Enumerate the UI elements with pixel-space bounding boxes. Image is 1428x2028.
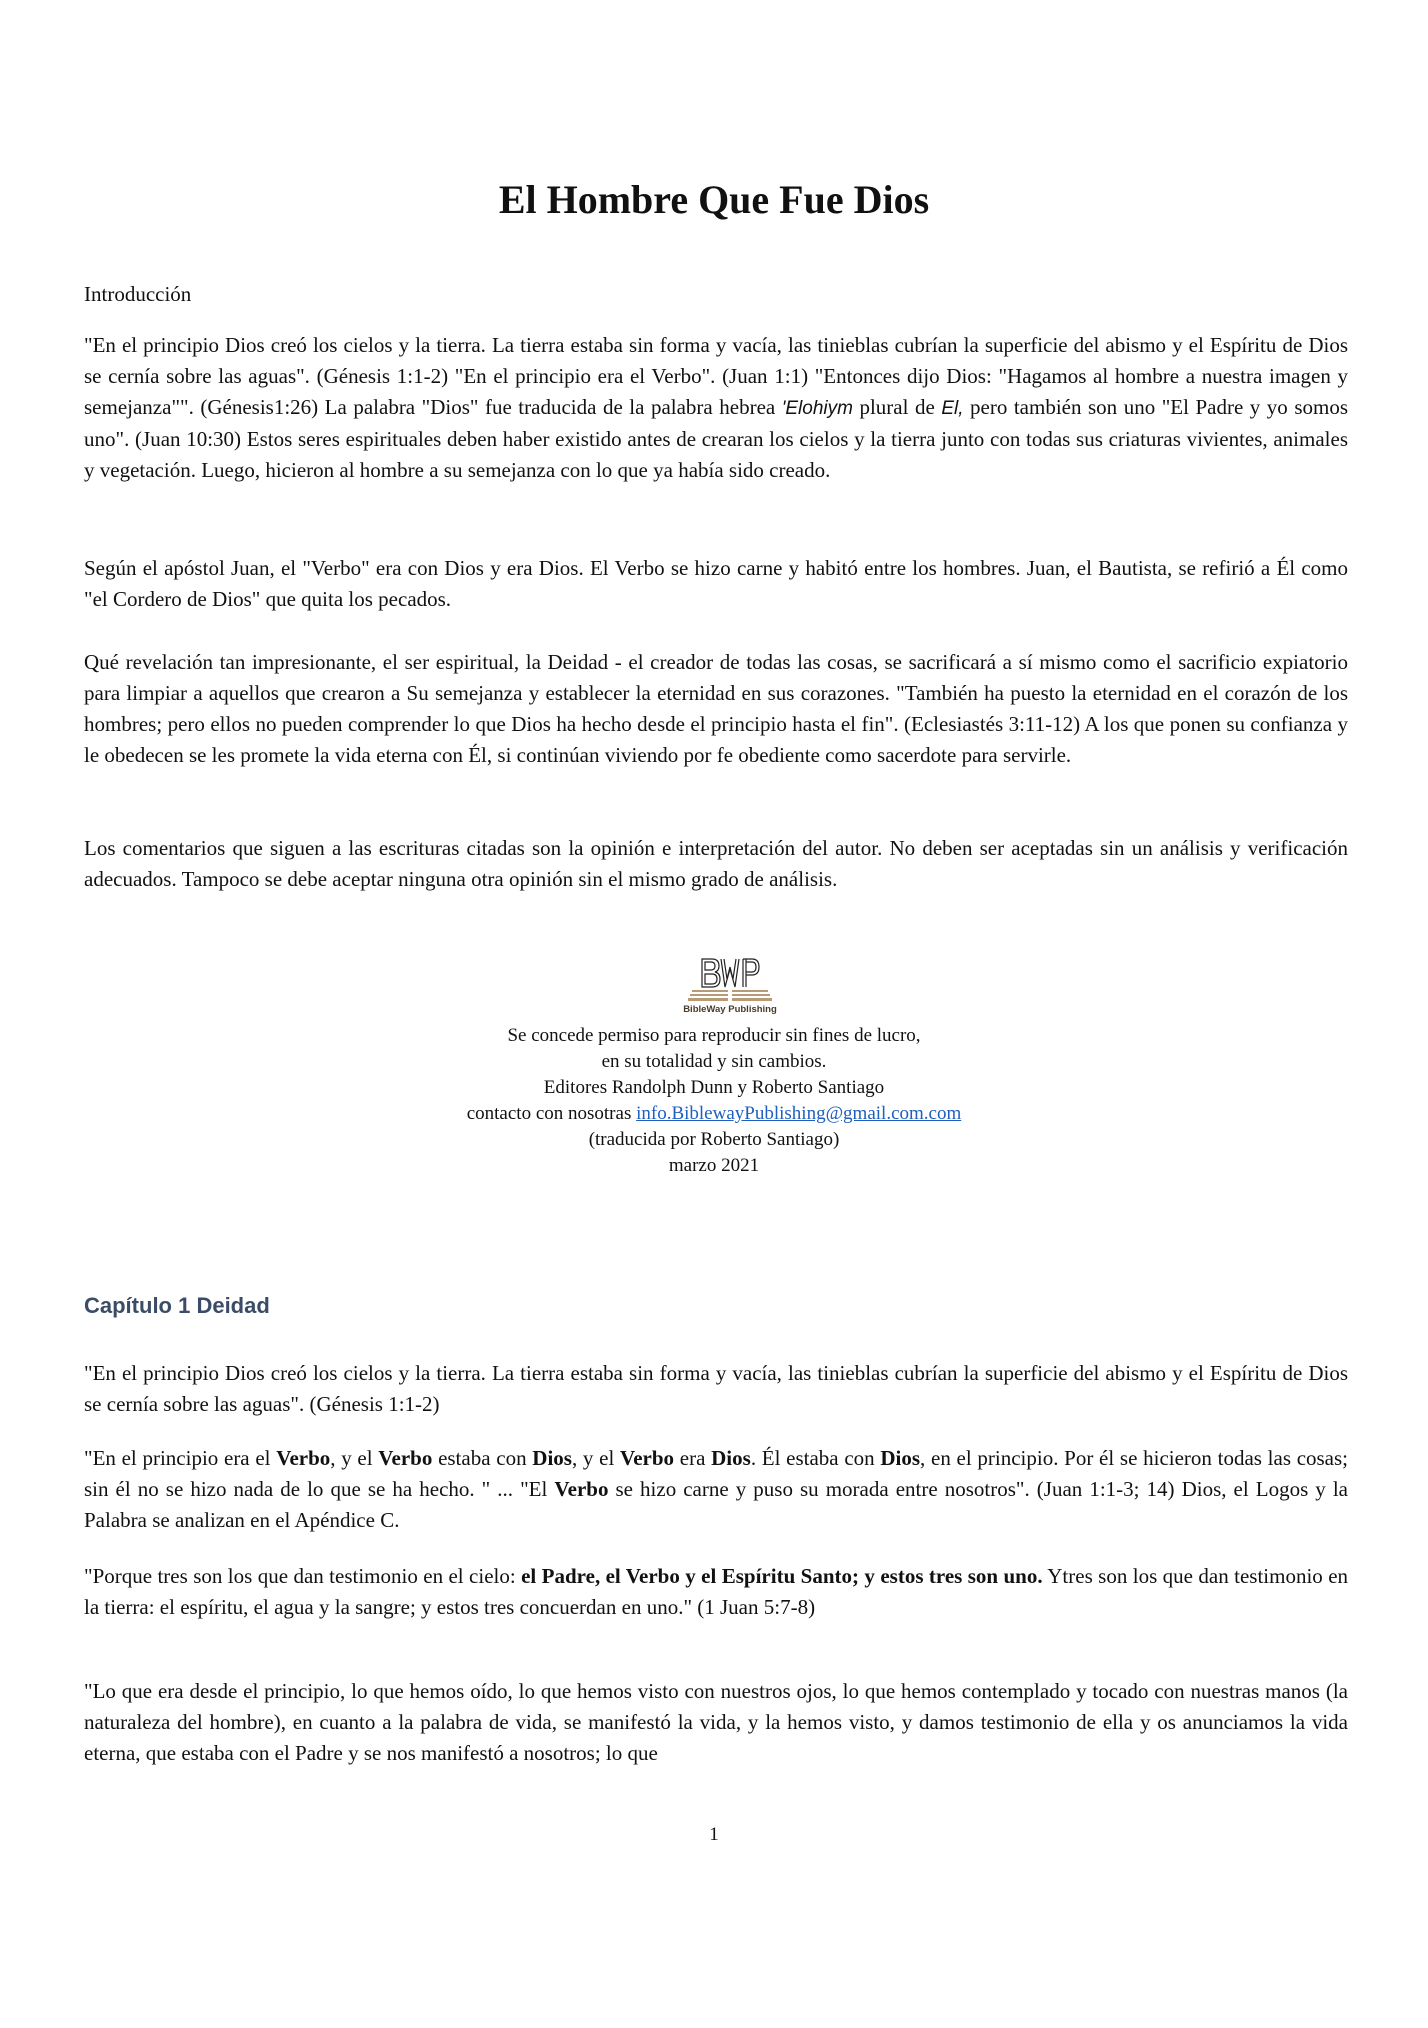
c2-text: era <box>674 1446 712 1470</box>
c2-bold: Dios <box>711 1446 751 1470</box>
elohiym-italic: 'Elohiym <box>781 398 853 419</box>
intro-p1-text-b: plural de <box>852 395 942 419</box>
chapter-paragraph-2 <box>84 1443 1348 1549</box>
date-line: marzo 2021 <box>668 1155 760 1176</box>
c3-text: "Porque tres son los que dan testimonio en el cielo: <box>84 1564 522 1588</box>
c3-bold: el Padre, el Verbo y el Espíritu Santo; y estos tres son uno. <box>521 1564 1043 1588</box>
c2-text: se hizo carne y puso su morada entre nosotros". (Juan 1:1-3; 14) Dios, el Logos y la Palabra se analizan en el Apéndice C. <box>84 1477 1348 1532</box>
document-title: El Hombre Que Fue Dios <box>498 177 930 222</box>
c2-text: , y el <box>571 1446 620 1470</box>
chapter-paragraph-1 <box>84 1358 1348 1433</box>
contact-email-link[interactable]: info.BiblewayPublishing@gmail.com.com <box>636 1103 962 1124</box>
intro-paragraph-4 <box>84 833 1348 908</box>
intro-paragraph-1 <box>84 330 1348 499</box>
chapter-p4-text: "Lo que era desde el principio, lo que hemos oído, lo que hemos visto con nuestros ojos, lo que hemos contemplado y tocado con nuestras manos (la naturaleza del hombre), en cuanto a la palabra de vida, se manifestó la vida, y la hemos visto, y damos testimonio de ella y os anunciamos la vida eterna, que estaba con el Padre y se nos manifestó a nosotros; lo que <box>84 1679 1348 1765</box>
logo-caption: BibleWay Publishing <box>683 1004 777 1015</box>
intro-p4-text: Los comentarios que siguen a las escrituras citadas son la opinión e interpretación del autor. No deben ser aceptadas sin un análisis y verificación adecuados. Tampoco se debe aceptar ninguna otra opinión sin el mismo grado de análisis. <box>84 836 1348 891</box>
bibleway-publishing-logo <box>683 955 777 1017</box>
c2-bold: Verbo <box>276 1446 331 1470</box>
c2-bold: Verbo <box>620 1446 675 1470</box>
page-number: 1 <box>709 1824 719 1845</box>
chapter-p1-text: "En el principio Dios creó los cielos y la tierra. La tierra estaba sin forma y vacía, las tinieblas cubrían la superficie del abismo y el Espíritu de Dios se cernía sobre las aguas". (Génesis 1:1-2) <box>84 1361 1348 1416</box>
intro-paragraph-3 <box>84 647 1348 784</box>
c2-text: estaba con <box>432 1446 533 1470</box>
c2-text: , en el principio. Por él se hicieron todas las cosas; sin él no se hizo nada de lo que se ha hecho. " ... "El <box>84 1446 1349 1501</box>
permission-line-1: Se concede permiso para reproducir sin fines de lucro, <box>507 1025 921 1046</box>
c2-text: , y el <box>330 1446 379 1470</box>
contact-prefix: contacto con nosotras <box>466 1103 637 1124</box>
chapter-paragraph-4 <box>84 1676 1348 1782</box>
publication-credits <box>0 1023 1428 1179</box>
chapter-heading: Capítulo 1 Deidad <box>84 1293 270 1318</box>
intro-p2-text: Según el apóstol Juan, el "Verbo" era con Dios y era Dios. El Verbo se hizo carne y habitó entre los hombres. Juan, el Bautista, se refirió a Él como "el Cordero de Dios" que quita los pecados. <box>84 556 1348 611</box>
c2-bold: Dios <box>880 1446 921 1470</box>
c2-text: . Él estaba con <box>750 1446 881 1470</box>
translator-line: (traducida por Roberto Santiago) <box>588 1129 840 1150</box>
editors-line: Editores Randolph Dunn y Roberto Santiago <box>543 1077 885 1098</box>
contact-line <box>0 1101 1428 1127</box>
intro-heading: Introducción <box>84 282 192 306</box>
c2-bold: Verbo <box>554 1477 609 1501</box>
c3-text: Ytres son los que dan testimonio en la tierra: el espíritu, el agua y la sangre; y estos tres concuerdan en uno." (1 Juan 5:7-8) <box>84 1564 1349 1619</box>
intro-paragraph-2 <box>84 553 1348 628</box>
c2-bold: Dios <box>532 1446 572 1470</box>
intro-p3-text: Qué revelación tan impresionante, el ser espiritual, la Deidad - el creador de todas las cosas, se sacrificará a sí mismo como el sacrificio expiatorio para limpiar a aquellos que crearon a Su semejanza y establecer la eternidad en sus corazones. "También ha puesto la eternidad en el corazón de los hombres; pero ellos no pueden comprender lo que Dios ha hecho desde el principio hasta el fin". (Eclesiastés 3:11-12) A los que ponen su confianza y le obedecen se les promete la vida eterna con Él, si continúan viviendo por fe obediente como sacerdote para servirle. <box>84 650 1348 767</box>
intro-p1-text-c: pero también son uno "El Padre y yo somos uno". (Juan 10:30) Estos seres espirituales deben haber existido antes de crearan los cielos y la tierra junto con todas sus criaturas vivientes, animales y vegetación. Luego, hicieron al hombre a su semejanza con lo que ya había sido creado. <box>84 395 1348 482</box>
el-italic: El, <box>941 398 964 419</box>
chapter-paragraph-3 <box>84 1561 1348 1636</box>
intro-p1-text-a: "En el principio Dios creó los cielos y la tierra. La tierra estaba sin forma y vacía, las tinieblas cubrían la superficie del abismo y el Espíritu de Dios se cernía sobre las aguas". (Génesis 1:1-2) "En el principio era el Verbo". (Juan 1:1) "Entonces dijo Dios: "Hagamos al hombre a nuestra imagen y semejanza"". (Génesis1:26) La palabra "Dios" fue traducida de la palabra hebrea <box>84 333 1348 419</box>
c2-text: "En el principio era el <box>84 1446 277 1470</box>
permission-line-2: en su totalidad y sin cambios. <box>601 1051 827 1072</box>
c2-bold: Verbo <box>378 1446 433 1470</box>
